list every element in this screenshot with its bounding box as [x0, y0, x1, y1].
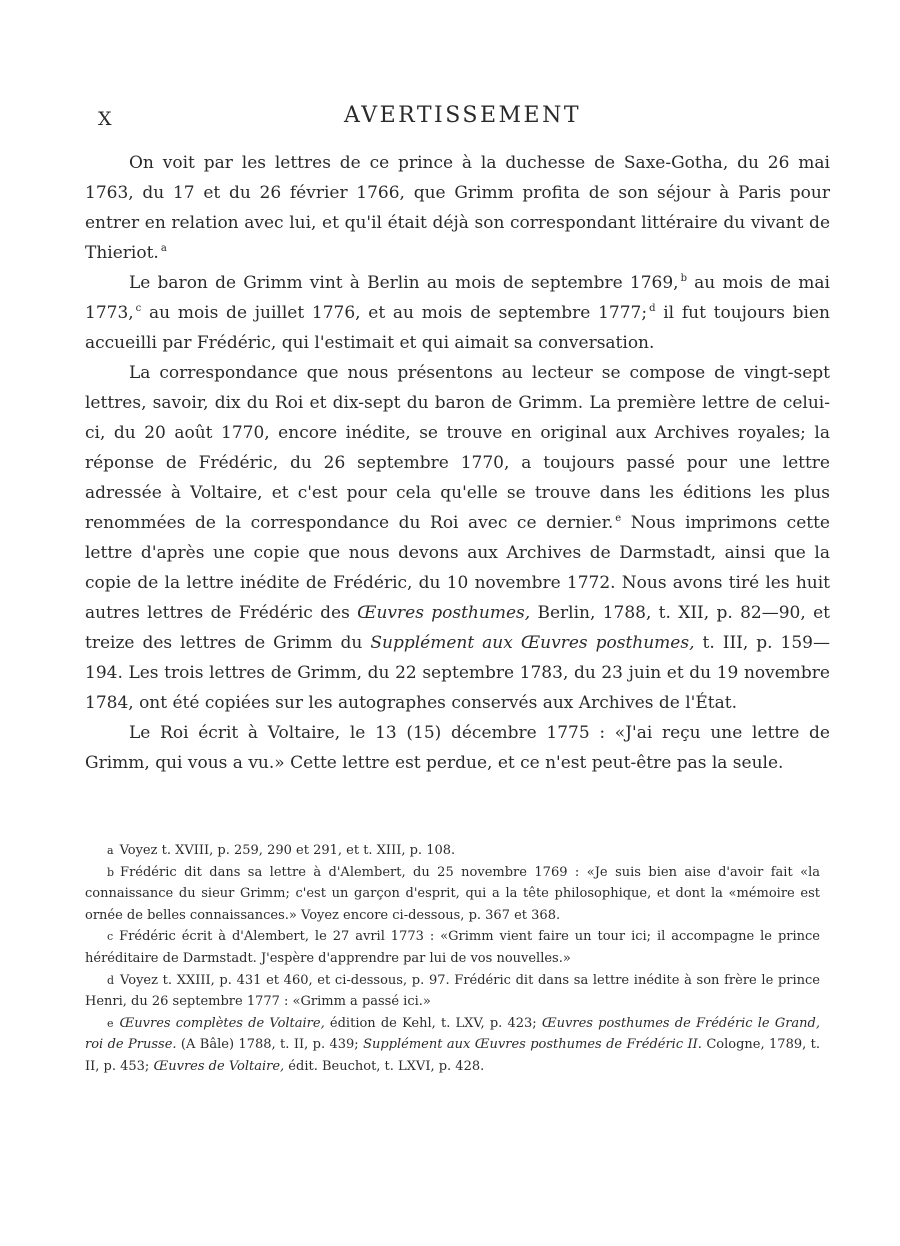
footnote-mark: d	[107, 973, 115, 987]
italic-title: Œuvres de Voltaire,	[153, 1058, 285, 1074]
paragraph-text: On voit par les lettres de ce prince à la duchesse de Saxe-Gotha, du 26 mai 1763, du 17 et du 26 février 1766, que Grimm profita de son séjour à Paris pour entrer en relation avec lui, et qu'il était déjà son correspondant littéraire du vivant de Thieriot.	[85, 153, 830, 263]
running-title: AVERTISSEMENT	[343, 103, 582, 128]
italic-title: Œuvres posthumes de Frédéric le Grand, roi de Prusse.	[85, 1015, 820, 1053]
paragraph-text: La correspondance que nous présentons au lecteur se compose de vingt-sept lettres, savoir, dix du Roi et dix-sept du baron de Grimm. La première lettre de celui-ci, du 20 août 1770, encore inédite, se trouve en original aux Archives royales; la réponse de Frédéric, du 26 septembre 1770, a toujours passé pour une lettre adressée à Voltaire, et c'est pour cela qu'elle se trouve dans les éditions les plus renommées de la correspondance du Roi avec ce dernier.	[85, 363, 830, 533]
footnote-ref: a	[160, 243, 167, 255]
footnote-e	[85, 1013, 820, 1078]
footnote-ref: b	[680, 273, 687, 285]
footnote-text: Cologne, 1789, t. II, p. 453;	[85, 1037, 821, 1074]
footnote-mark: e	[107, 1016, 114, 1030]
footnote-text: Voyez t. XVIII, p. 259, 290 et 291, et t. XIII, p. 108.	[119, 843, 456, 858]
footnote-text: (A Bâle) 1788, t. II, p. 439;	[176, 1037, 364, 1053]
footnote-mark: b	[107, 865, 115, 879]
page-number: X	[98, 108, 113, 130]
paragraph-1	[85, 148, 830, 268]
footnote-mark: c	[107, 930, 114, 944]
paragraph-text: Nous imprimons cette lettre d'après une copie que nous devons aux Archives de Darmstadt, ainsi que la copie de la lettre inédite de Frédéric, du 10 novembre 1772. Nous avons tiré les huit autres lettres de Frédéric des	[85, 513, 830, 623]
footnote-text: Frédéric dit dans sa lettre à d'Alembert, du 25 novembre 1769 : «Je suis bien aise d'avoir fait «la connaissance du sieur Grimm; c'est un garçon d'esprit, qui a la tête philosophique, et dont la «mémoire est ornée de belles connaissances.» Voyez encore ci-dessous, p. 367 et 368.	[85, 864, 820, 923]
footnote-text: Voyez t. XXIII, p. 431 et 460, et ci-dessous, p. 97. Frédéric dit dans sa lettre inédite à son frère le prince Henri, du 26 septembre 1777 : «Grimm a passé ici.»	[85, 972, 820, 1010]
footnote-b	[85, 862, 820, 927]
paragraph-2	[85, 268, 830, 358]
paragraph-text: il fut toujours bien accueilli par Frédéric, qui l'estimait et qui aimait sa conversation.	[85, 303, 831, 353]
footnote-text: édition de Kehl, t. LXV, p. 423;	[324, 1015, 542, 1031]
paragraph-text: au mois de mai 1773,	[85, 273, 830, 323]
paragraph-text: Le baron de Grimm vint à Berlin au mois de septembre 1769,	[129, 273, 679, 293]
italic-title: Supplément aux Œuvres posthumes de Frédéric II.	[363, 1037, 702, 1053]
paragraph-3	[85, 358, 830, 718]
running-head	[95, 103, 830, 133]
footnote-d	[85, 970, 820, 1013]
paragraph-text: au mois de juillet 1776, et au mois de septembre 1777;	[141, 303, 648, 323]
footnote-ref: e	[615, 513, 622, 525]
footnote-ref: d	[649, 303, 656, 315]
footnote-text: Frédéric écrit à d'Alembert, le 27 avril 1773 : «Grimm vient faire un tour ici; il accompagne le prince héréditaire de Darmstadt. J'espère d'apprendre par lui de vos nouvelles.»	[85, 929, 820, 966]
paragraph-text: Berlin, 1788, t. XII, p. 82—90, et treize des lettres de Grimm du	[85, 603, 830, 653]
paragraph-text: Le Roi écrit à Voltaire, le 13 (15) décembre 1775 : «J'ai reçu une lettre de Grimm, qui vous a vu.» Cette lettre est perdue, et ce n'est peut-être pas la seule.	[85, 723, 830, 773]
footnote-c	[85, 926, 820, 969]
footnote-text: édit. Beuchot, t. LXVI, p. 428.	[284, 1058, 485, 1074]
italic-title: Œuvres posthumes,	[357, 603, 531, 623]
italic-title: Supplément aux Œuvres posthumes,	[370, 633, 695, 653]
body-text	[85, 148, 830, 778]
footnote-a	[85, 840, 820, 862]
paragraph-text: t. III, p. 159—194. Les trois lettres de Grimm, du 22 septembre 1783, du 23 juin et du 19 novembre 1784, ont été copiées sur les autographes conservés aux Archives de l'État.	[85, 633, 830, 713]
footnote-mark: a	[107, 844, 114, 857]
footnote-ref: c	[135, 303, 142, 315]
footnotes	[85, 840, 820, 1078]
italic-title: Œuvres complètes de Voltaire,	[119, 1015, 325, 1031]
paragraph-4	[85, 718, 830, 778]
